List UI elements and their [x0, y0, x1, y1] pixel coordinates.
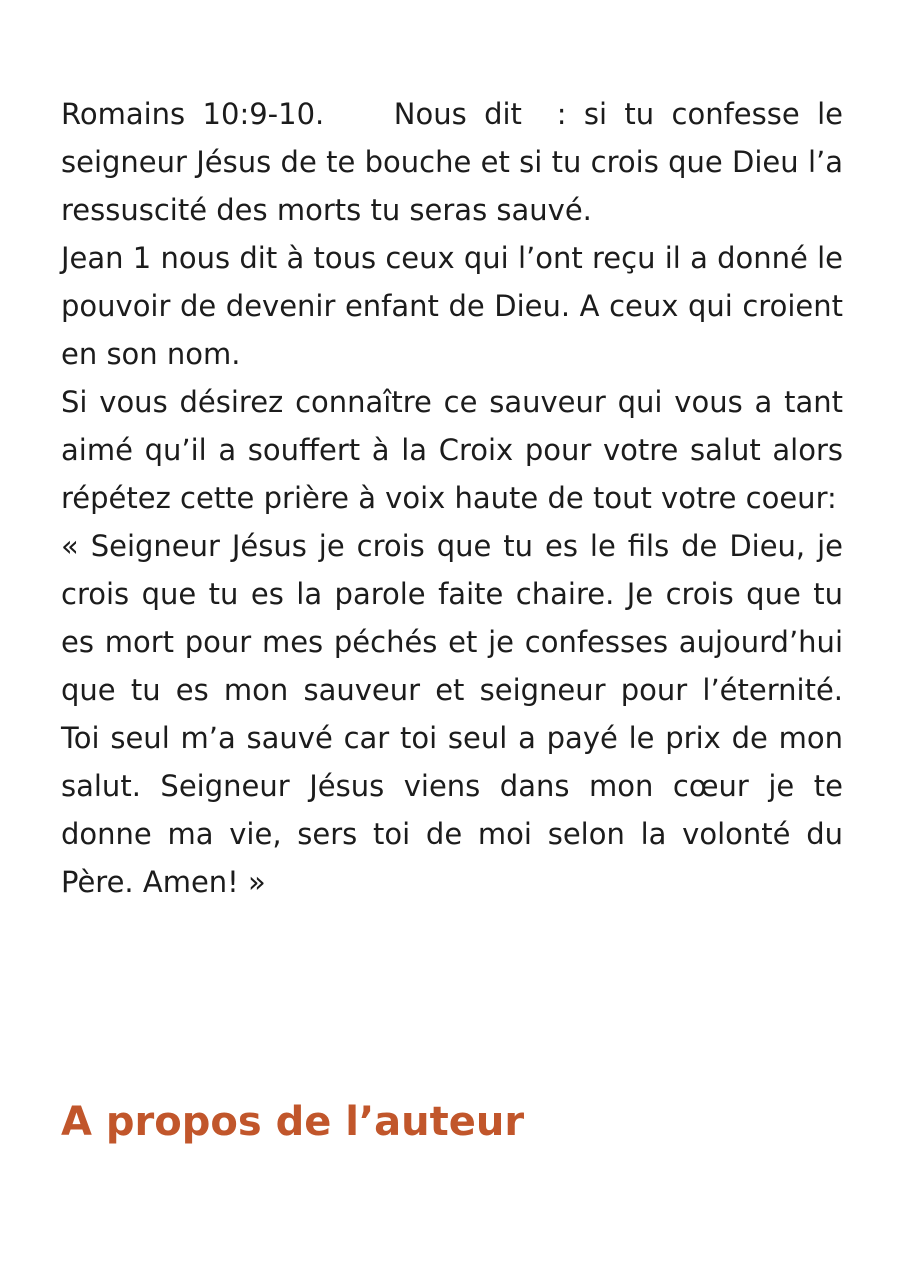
- paragraph-romans: Romains 10:9-10. Nous dit : si tu confesse le seigneur Jésus de te bouche et si tu crois que Dieu l’a ressuscité des morts tu seras sauvé.: [61, 97, 853, 227]
- paragraph-invitation: Si vous désirez connaître ce sauveur qui vous a tant aimé qu’il a souffert à la Croix pour votre salut alors répétez cette prière à voix haute de tout votre coeur:: [61, 385, 843, 515]
- paragraph-jean: Jean 1 nous dit à tous ceux qui l’ont reçu il a donné le pouvoir de devenir enfant de Dieu. A ceux qui croient en son nom.: [61, 241, 843, 371]
- paragraph-prayer: « Seigneur Jésus je crois que tu es le fils de Dieu, je crois que tu es la parole faite chaire. Je crois que tu es mort pour mes péchés et je confesses aujourd’hui que tu es mon sauveur et seigneur pour l’éternité. Toi seul m’a sauvé car toi seul a payé le prix de mon salut. Seigneur Jésus viens dans mon cœur je te donne ma vie, sers toi de moi selon la volonté du Père. Amen! »: [61, 529, 843, 899]
- section-heading-about-author: A propos de l’auteur: [61, 1099, 525, 1145]
- body-text: [61, 90, 853, 906]
